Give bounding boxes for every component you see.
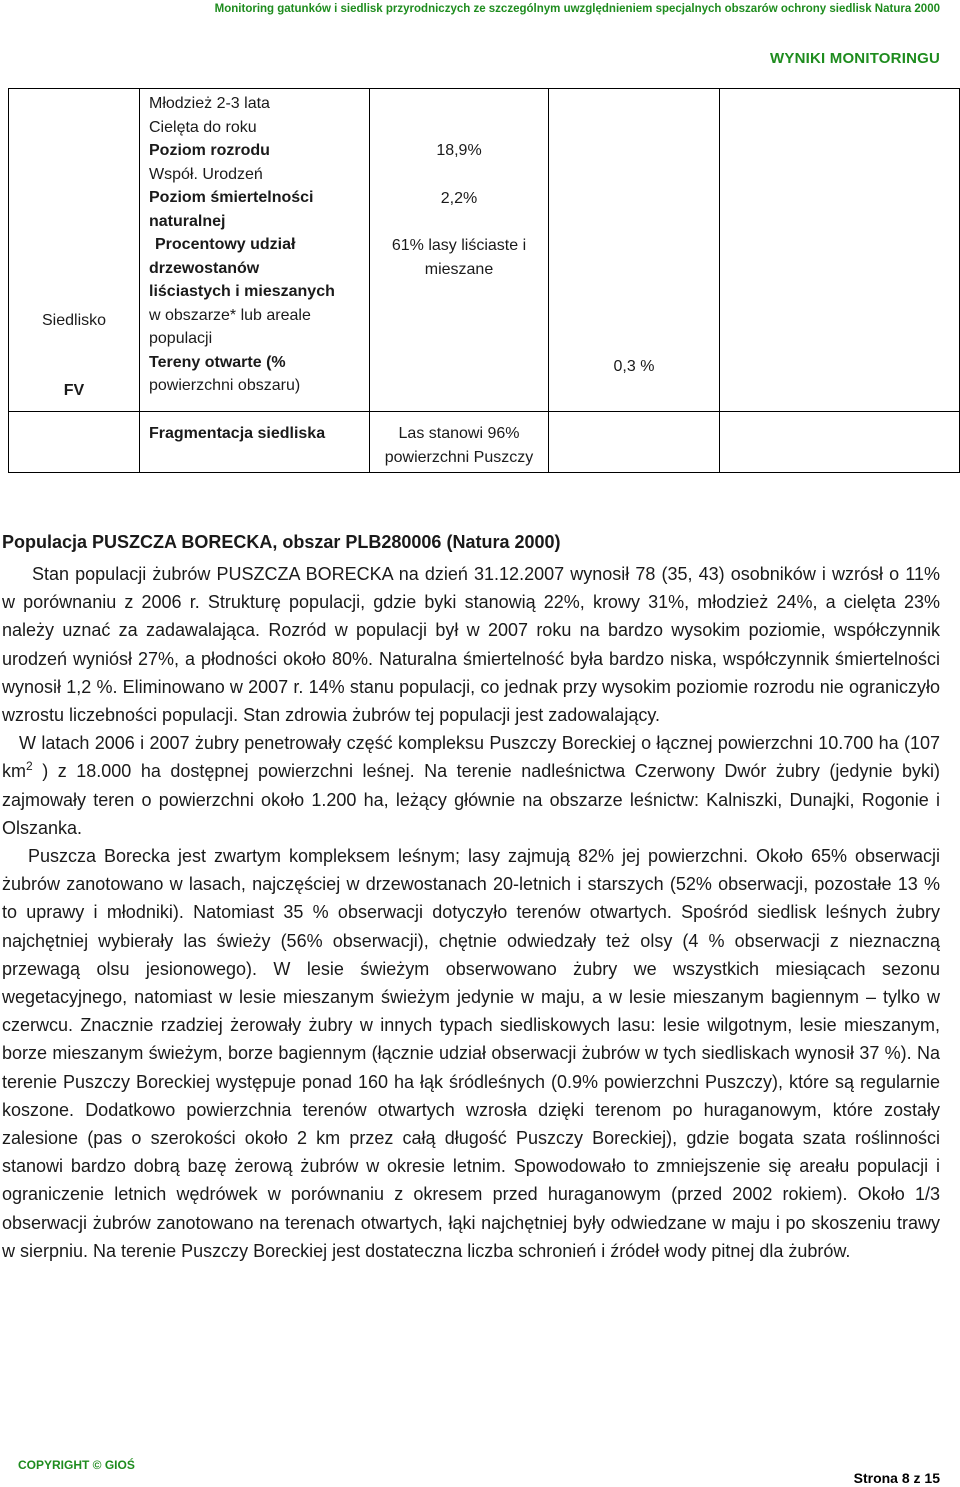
label-udzial-2: drzewostanów [149, 259, 260, 277]
group-name: Siedlisko [41, 312, 107, 329]
label-udzial-4: w obszarze* lub areale [149, 306, 311, 324]
label-smiertelnosc: Poziom śmiertelności [149, 189, 314, 206]
values-cell [370, 89, 549, 412]
value-tereny: 0,3 % [613, 358, 655, 375]
value-fragmentacja-1: Las stanowi 96% [398, 425, 520, 442]
population-heading: Populacja PUSZCZA BORECKA, obszar PLB280006 (Natura 2000) [2, 532, 561, 552]
value-udzial-2: mieszane [424, 260, 494, 278]
page-number: Strona 8 z 15 [853, 1470, 940, 1486]
empty-cell [9, 412, 140, 473]
table-row [9, 89, 960, 412]
superscript: 2 [26, 759, 33, 774]
label-udzial-5: populacji [149, 330, 213, 347]
label-tereny-2: powierzchni obszaru) [149, 377, 301, 394]
value-smiertelnosc: 2,2% [440, 189, 478, 207]
label-wspol-urodzen: Współ. Urodzeń [149, 165, 263, 183]
label-poziom-rozrodu: Poziom rozrodu [149, 142, 270, 159]
paragraph-range [2, 729, 940, 842]
monitoring-table [8, 88, 960, 473]
document-header-title: Monitoring gatunków i siedlisk przyrodniczych ze szczególnym uwzględnieniem specjalnych obszarów ochrony siedlisk Natura 2000 [214, 3, 940, 15]
label-udzial-3: liściastych i mieszanych [149, 283, 335, 300]
label-smiertelnosc-2: naturalnej [149, 212, 226, 230]
body-text [2, 560, 940, 1265]
paragraph-habitat: Puszcza Borecka jest zwartym kompleksem leśnym; lasy zajmują 82% jej powierzchni. Około 65% obserwacji żubrów zanotowano w lasach, najczęściej w drzewostanach 20-letnich i starszych (52% obserwacji, pozostałe 13 % to uprawy i młodniki). Natomiast 35 % obserwacji dotyczyło terenów otwartych. Spośród siedlisk leśnych żubry najchętniej wybierały las świeży (56% obserwacji), chętnie odwiedzały też olsy (4 % obserwacji z nieznaczną przewagą olsu jesionowego). W lesie świeżym obserwowano żubry we wszystkich miesiącach sezonu wegetacyjnego, natomiast w lesie mieszanym świeżym jedynie w maju, a w lesie mieszanym bagiennym – tylko w czerwcu. Znacznie rzadziej żerowały żubry w innych typach siedliskowych lasu: lesie wilgotnym, lesie mieszanym, borze mieszanym świeżym, borze bagiennym (łącznie udział obserwacji żubrów w tych siedliskach wynosił 37 %). Na terenie Puszczy Boreckiej występuje ponad 160 ha łąk śródleśnych (0.9% powierzchni Puszczy), które są regularnie koszone. Dodatkowo powierzchnia terenów otwartych wzrosła dzięki terenom po huraganowym, które zostały zalesione (pas o szerokości około 2 km przez całą długość Puszczy Boreckiej), gdzie bogata szata roślinności stanowi bardzo dobrą bazę żerową żubrów w okresie letnim. Spowodowało to zmniejszenie się areału populacji i ograniczenie letnich wędrówek w porównaniu z okresem przed huraganowym (przed 2002 rokiem). Około 1/3 obserwacji żubrów zanotowano na terenach otwartych, łąki najchętniej były odwiedzane w maju i po skoszeniu trawy w sierpniu. Na terenie Puszczy Boreckiej jest dostateczna liczba schronień i źródeł wody pitnej dla żubrów. [2, 846, 940, 1261]
label-cieleta: Cielęta do roku [149, 118, 257, 136]
paragraph-population-status: Stan populacji żubrów PUSZCZA BORECKA na dzień 31.12.2007 wynosił 78 (35, 43) osobników i wzrósł o 11% w porównaniu z 2006 r. Strukturę populacji, gdzie byki stanowią 22%, krowy 31%, młodzież 24%, a cielęta 23% należy uznać za zadawalająca. Rozród w populacji był w 2007 roku na bardzo wysokim poziomie, współczynnik urodzeń wyniósł 27%, a płodności około 80%. Naturalna śmiertelność była bardzo niska, współczynnik śmiertelności wynosił 1,2 %. Eliminowano w 2007 r. 14% stanu populacji, co jednak przy wysokim poziomie rozrodu nie ograniczyło wzrostu liczebności populacji. Stan zdrowia żubrów tej populacji jest zadowalający. [2, 564, 940, 726]
label-udzial: Procentowy udział [155, 236, 296, 253]
table-row [9, 412, 960, 473]
values-cell-2 [549, 89, 720, 412]
section-title: WYNIKI MONITORINGU [770, 50, 940, 67]
group-code: FV [63, 382, 85, 399]
indicator-labels [140, 89, 370, 412]
empty-cell [720, 89, 960, 412]
fragmentacja-text: Fragmentacja siedliska [149, 425, 326, 442]
label-mlodziez: Młodzież 2-3 lata [149, 95, 270, 112]
paragraph-range-part-1: W latach 2006 i 2007 żubry penetrowały część kompleksu Puszczy Boreckiej o łącznej powierzchni 10.700 ha (107 km [2, 733, 940, 782]
empty-cell [549, 412, 720, 473]
paragraph-range-part-2: ) z 18.000 ha dostępnej powierzchni leśnej. Na terenie nadleśnictwa Czerwony Dwór żubry (jedynie byki) zajmowały teren o powierzchni około 1.200 ha, leżący głównie na obszarze leśnictw: Kalniszki, Dunajki, Rogonie i Olszanka. [2, 761, 940, 838]
value-fragmentacja [370, 412, 549, 473]
label-tereny: Tereny otwarte (% [149, 353, 286, 371]
label-fragmentacja [140, 412, 370, 473]
copyright: COPYRIGHT © GIOŚ [18, 1458, 135, 1472]
value-fragmentacja-2: powierzchni Puszczy [384, 448, 534, 466]
group-cell [9, 89, 140, 412]
value-poziom-rozrodu: 18,9% [436, 142, 482, 159]
value-udzial: 61% lasy liściaste i [391, 237, 527, 254]
empty-cell [720, 412, 960, 473]
